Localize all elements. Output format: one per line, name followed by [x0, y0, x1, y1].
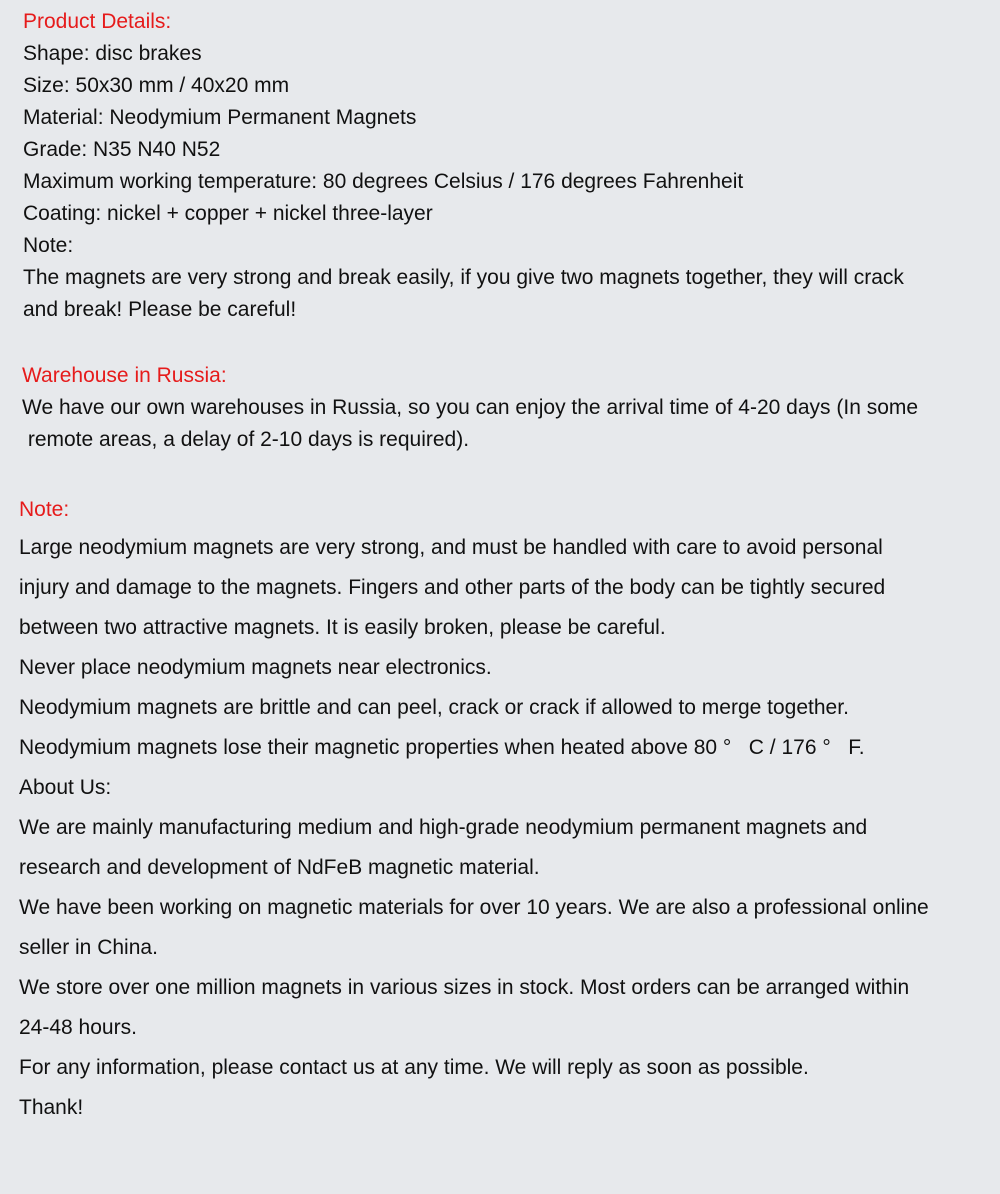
note-text-line-2: and break! Please be careful! [23, 298, 297, 321]
about-us-line: For any information, please contact us at any time. We will reply as soon as possible. [19, 1056, 809, 1079]
about-us-line: 24-48 hours. [19, 1016, 137, 1039]
about-us-line: We have been working on magnetic materials for over 10 years. We are also a professional online [19, 896, 929, 919]
about-us-line: We are mainly manufacturing medium and high-grade neodymium permanent magnets and [19, 816, 868, 839]
shape-line: Shape: disc brakes [23, 42, 202, 65]
note-section [19, 492, 1000, 1128]
note-paragraph-line: Never place neodymium magnets near electronics. [19, 656, 492, 679]
note-paragraph-line: Neodymium magnets are brittle and can peel, crack or crack if allowed to merge together. [19, 696, 849, 719]
warehouse-text-line-2: remote areas, a delay of 2-10 days is required). [22, 428, 470, 451]
max-temperature-line: Maximum working temperature: 80 degrees Celsius / 176 degrees Fahrenheit [23, 170, 744, 193]
note-label: Note: [23, 234, 74, 257]
coating-line: Coating: nickel + copper + nickel three-layer [23, 202, 433, 225]
note-paragraph-line: Neodymium magnets lose their magnetic properties when heated above 80 ° C / 176 ° F. [19, 736, 865, 759]
about-us-line: research and development of NdFeB magnetic material. [19, 856, 540, 879]
note-paragraph-line: injury and damage to the magnets. Fingers and other parts of the body can be tightly secured [19, 576, 886, 599]
warehouse-section [22, 360, 1000, 456]
note-paragraph-line: between two attractive magnets. It is easily broken, please be careful. [19, 616, 666, 639]
about-us-line: seller in China. [19, 936, 158, 959]
grade-line: Grade: N35 N40 N52 [23, 138, 221, 161]
product-details-heading: Product Details: [23, 10, 172, 33]
note-text-line-1: The magnets are very strong and break easily, if you give two magnets together, they will crack [23, 266, 904, 289]
about-us-heading: About Us: [19, 776, 112, 799]
product-details-section [23, 6, 1000, 326]
warehouse-heading: Warehouse in Russia: [22, 364, 227, 387]
about-us-line: We store over one million magnets in various sizes in stock. Most orders can be arranged within [19, 976, 910, 999]
material-line: Material: Neodymium Permanent Magnets [23, 106, 417, 129]
note-heading: Note: [19, 498, 70, 521]
warehouse-text-line-1: We have our own warehouses in Russia, so you can enjoy the arrival time of 4-20 days (In some [22, 396, 919, 419]
closing-thanks: Thank! [19, 1096, 84, 1119]
note-paragraph-line: Large neodymium magnets are very strong, and must be handled with care to avoid personal [19, 536, 883, 559]
size-line: Size: 50x30 mm / 40x20 mm [23, 74, 290, 97]
